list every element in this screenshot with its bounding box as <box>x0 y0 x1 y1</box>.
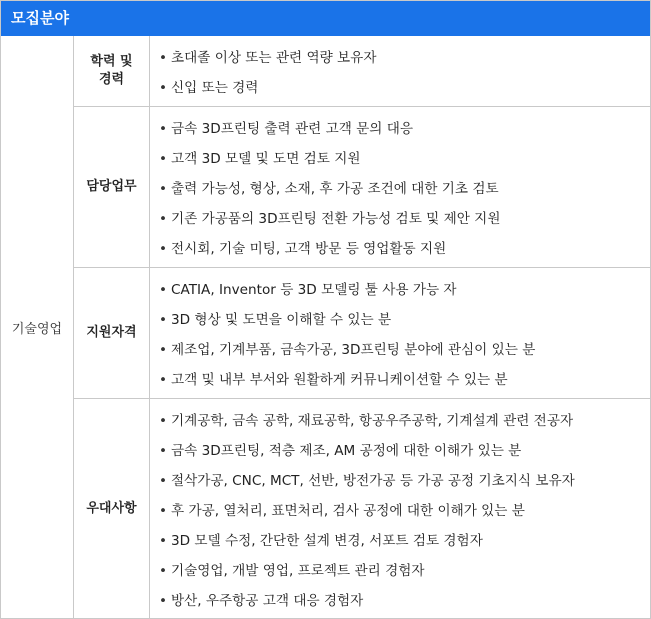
section-items-cell <box>150 107 651 268</box>
bullet-icon: • <box>159 473 168 489</box>
section-label-line: 담당업무 <box>86 179 137 194</box>
bullet-icon: • <box>159 443 168 459</box>
list-item <box>159 305 650 335</box>
list-item-text: 금속 3D프린팅, 적층 제조, AM 공정에 대한 이해가 있는 분 <box>171 443 522 459</box>
bullet-icon: • <box>159 211 168 227</box>
section-label-cell <box>74 36 150 107</box>
bullet-icon: • <box>159 80 168 96</box>
section-items-cell <box>150 268 651 399</box>
list-item <box>159 114 650 144</box>
table-row <box>1 36 650 107</box>
list-item <box>159 406 650 436</box>
list-item <box>159 556 650 586</box>
category-cell <box>1 36 74 619</box>
bullet-icon: • <box>159 503 168 519</box>
bullet-icon: • <box>159 151 168 167</box>
bullet-list <box>159 114 650 264</box>
list-item-text: 3D 모델 수정, 간단한 설계 변경, 서포트 검토 경험자 <box>171 533 483 549</box>
section-items-cell <box>150 36 651 107</box>
list-item-text: 기존 가공품의 3D프린팅 전환 가능성 검토 및 제안 지원 <box>171 211 501 227</box>
list-item <box>159 43 650 73</box>
list-item-text: 후 가공, 열처리, 표면처리, 검사 공정에 대한 이해가 있는 분 <box>171 503 525 519</box>
bullet-icon: • <box>159 181 168 197</box>
list-item <box>159 174 650 204</box>
list-item <box>159 73 650 103</box>
list-item <box>159 234 650 264</box>
table-row <box>1 107 650 268</box>
list-item <box>159 204 650 234</box>
section-label-cell <box>74 399 150 619</box>
list-item-text: 3D 형상 및 도면을 이해할 수 있는 분 <box>171 312 392 328</box>
bullet-icon: • <box>159 372 168 388</box>
bullet-icon: • <box>159 121 168 137</box>
list-item <box>159 436 650 466</box>
list-item <box>159 526 650 556</box>
list-item <box>159 335 650 365</box>
bullet-icon: • <box>159 413 168 429</box>
section-label-cell <box>74 107 150 268</box>
list-item-text: 전시회, 기술 미팅, 고객 방문 등 영업활동 지원 <box>171 241 447 257</box>
list-item <box>159 365 650 395</box>
table-row <box>1 268 650 399</box>
list-item <box>159 144 650 174</box>
bullet-icon: • <box>159 593 168 609</box>
section-header <box>1 1 650 36</box>
section-header-title: 모집분야 <box>11 9 69 27</box>
bullet-list <box>159 275 650 395</box>
recruitment-table <box>1 36 650 619</box>
section-label-line: 학력 및 <box>90 54 133 69</box>
bullet-icon: • <box>159 563 168 579</box>
list-item-text: 신입 또는 경력 <box>171 80 259 96</box>
section-label-line: 지원자격 <box>86 325 137 340</box>
list-item-text: 출력 가능성, 형상, 소재, 후 가공 조건에 대한 기초 검토 <box>171 181 499 197</box>
list-item-text: CATIA, Inventor 등 3D 모델링 툴 사용 가능 자 <box>171 282 457 298</box>
list-item-text: 금속 3D프린팅 출력 관련 고객 문의 대응 <box>171 121 414 137</box>
list-item-text: 방산, 우주항공 고객 대응 경험자 <box>171 593 364 609</box>
bullet-icon: • <box>159 533 168 549</box>
section-label-cell <box>74 268 150 399</box>
bullet-icon: • <box>159 282 168 298</box>
section-items-cell <box>150 399 651 619</box>
list-item-text: 기계공학, 금속 공학, 재료공학, 항공우주공학, 기계설계 관련 전공자 <box>171 413 574 429</box>
list-item <box>159 275 650 305</box>
list-item-text: 제조업, 기계부품, 금속가공, 3D프린팅 분야에 관심이 있는 분 <box>171 342 536 358</box>
list-item <box>159 586 650 616</box>
list-item-text: 고객 및 내부 부서와 원활하게 커뮤니케이션할 수 있는 분 <box>171 372 508 388</box>
list-item-text: 초대졸 이상 또는 관련 역량 보유자 <box>171 50 377 66</box>
recruitment-table-body <box>1 36 650 619</box>
bullet-icon: • <box>159 50 168 66</box>
bullet-icon: • <box>159 342 168 358</box>
table-row <box>1 399 650 619</box>
section-label-line: 우대사항 <box>86 501 137 516</box>
category-label: 기술영업 <box>11 322 63 337</box>
list-item-text: 절삭가공, CNC, MCT, 선반, 방전가공 등 가공 공정 기초지식 보유자 <box>171 473 575 489</box>
bullet-icon: • <box>159 312 168 328</box>
list-item-text: 고객 3D 모델 및 도면 검토 지원 <box>171 151 361 167</box>
section-label-line: 경력 <box>98 72 125 87</box>
list-item-text: 기술영업, 개발 영업, 프로젝트 관리 경험자 <box>171 563 425 579</box>
bullet-list <box>159 43 650 103</box>
list-item <box>159 496 650 526</box>
list-item <box>159 466 650 496</box>
bullet-icon: • <box>159 241 168 257</box>
bullet-list <box>159 406 650 616</box>
